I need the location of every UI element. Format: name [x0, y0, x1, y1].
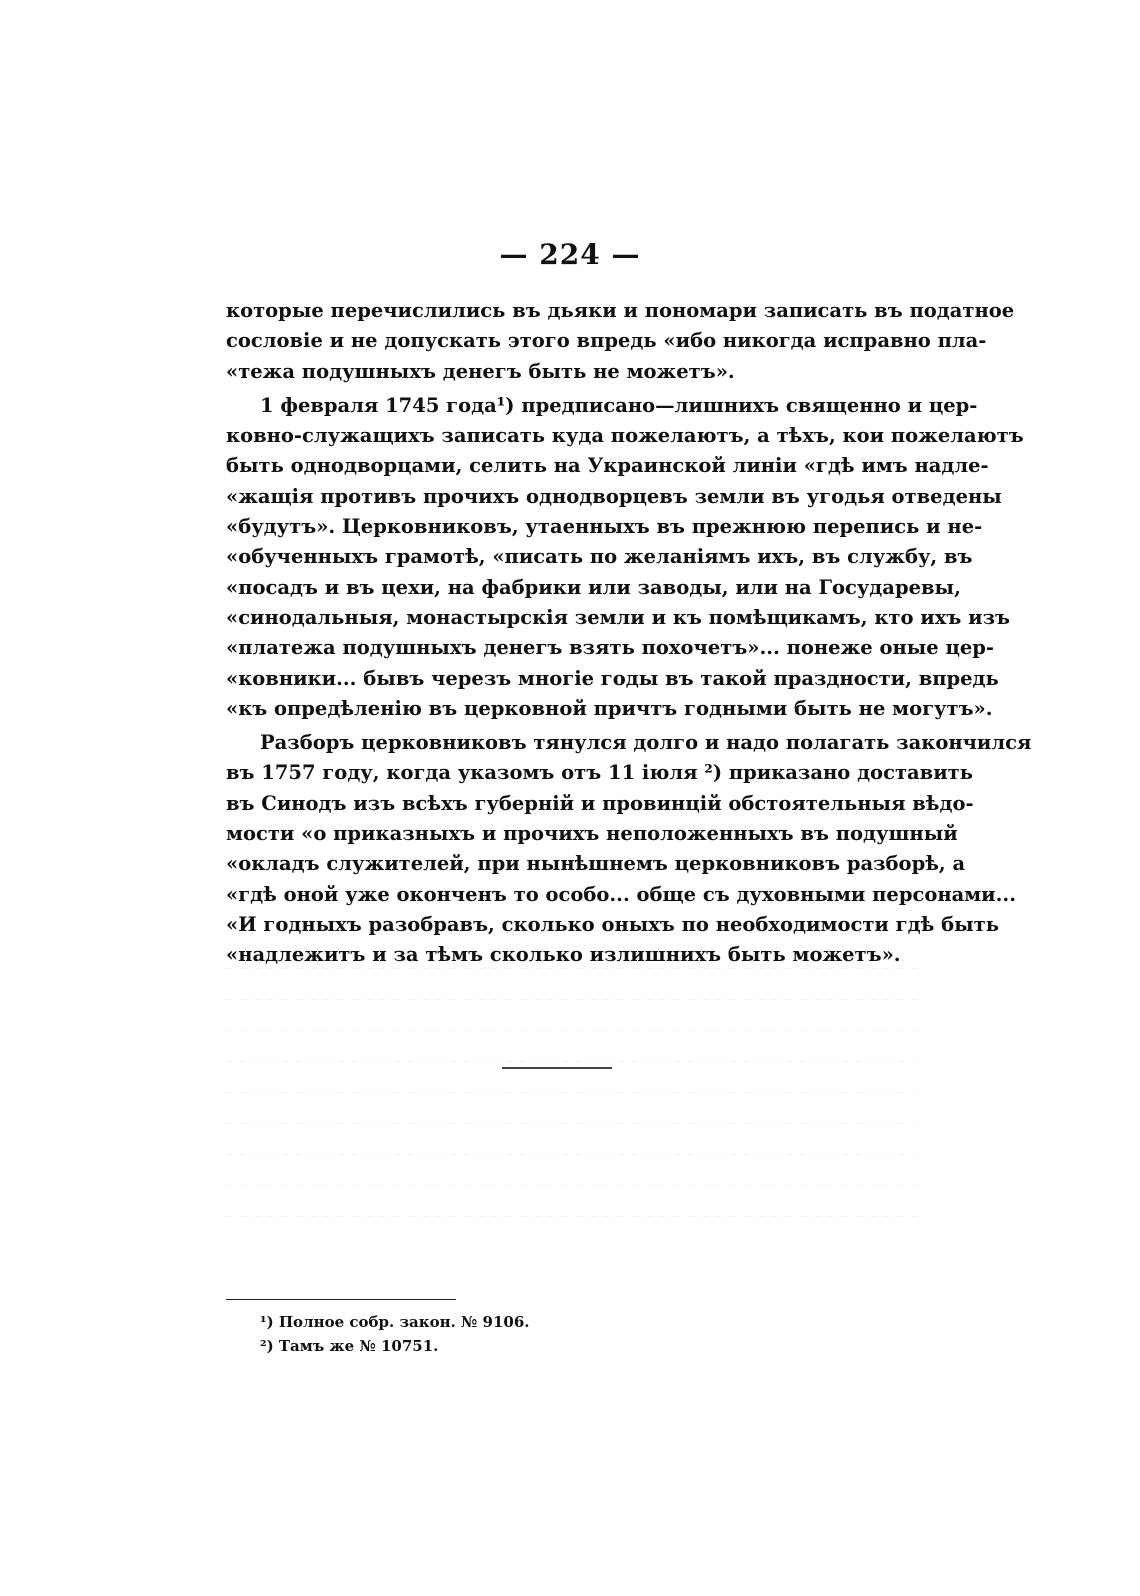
- text-line: быть однодворцами, селить на Украинской линіи «гдѣ имъ надле-: [226, 454, 989, 478]
- text-line: «окладъ служителей, при нынѣшнемъ церковниковъ разборѣ, а: [226, 852, 966, 876]
- text-line: ковно-служащихъ записать куда пожелаютъ, а тѣхъ, кои пожелаютъ: [226, 424, 1024, 448]
- text-line: 1 февраля 1745 года¹) предписано—лишнихъ священно и цер-: [260, 393, 978, 417]
- bleed-through-area: [226, 968, 916, 1268]
- text-line: «обученныхъ грамотѣ, «писать по желаніямъ ихъ, въ службу, въ: [226, 545, 973, 569]
- text-line: «будутъ». Церковниковъ, утаенныхъ въ прежнюю перепись и не-: [226, 515, 983, 539]
- text-line: «надлежитъ и за тѣмъ сколько излишнихъ быть можетъ».: [226, 943, 901, 967]
- footnote: ²) Тамъ же № 10751.: [260, 1337, 439, 1355]
- text-line: въ 1757 году, когда указомъ отъ 11 іюля ²) приказано доставить: [226, 761, 973, 785]
- bleed-through-rule: [502, 1067, 612, 1069]
- text-line: «тежа подушныхъ денегъ быть не можетъ».: [226, 359, 735, 383]
- text-line: «ковники... бывъ черезъ многіе годы въ такой праздности, впредь: [226, 666, 999, 690]
- text-line: «посадъ и въ цехи, на фабрики или заводы, или на Государевы,: [226, 575, 961, 599]
- text-line: «синодальныя, монастырскія земли и къ помѣщикамъ, кто ихъ изъ: [226, 605, 1010, 629]
- text-line: «гдѣ оной уже оконченъ то особо... обще съ духовными персонами...: [226, 882, 1017, 906]
- text-line: «платежа подушныхъ денегъ взять похочетъ»... понеже оные цер-: [226, 636, 995, 660]
- page-number: — 224 —: [499, 238, 641, 271]
- text-line: «жащія противъ прочихъ однодворцевъ земли въ угодья отведены: [226, 484, 1002, 508]
- text-line: которые перечислились въ дьяки и пономари записать въ податное: [226, 299, 1015, 322]
- footnote: ¹) Полное собр. закон. № 9106.: [260, 1313, 530, 1331]
- text-line: «И годныхъ разобравъ, сколько оныхъ по необходимости гдѣ быть: [226, 912, 999, 936]
- text-line: сословіе и не допускать этого впредь «ибо никогда исправно пла-: [226, 329, 987, 353]
- text-line: мости «о приказныхъ и прочихъ неположенныхъ въ подушный: [226, 822, 958, 846]
- footnote-divider: [226, 1299, 456, 1300]
- text-line: Разборъ церковниковъ тянулся долго и надо полагать закончился: [260, 731, 1032, 755]
- footnotes: [260, 1310, 530, 1358]
- text-line: въ Синодъ изъ всѣхъ губерній и провинцій обстоятельныя вѣдо-: [226, 791, 974, 815]
- text-line: «къ опредѣленію въ церковной причтъ годными быть не могутъ».: [226, 696, 993, 720]
- body-text: [226, 296, 1032, 971]
